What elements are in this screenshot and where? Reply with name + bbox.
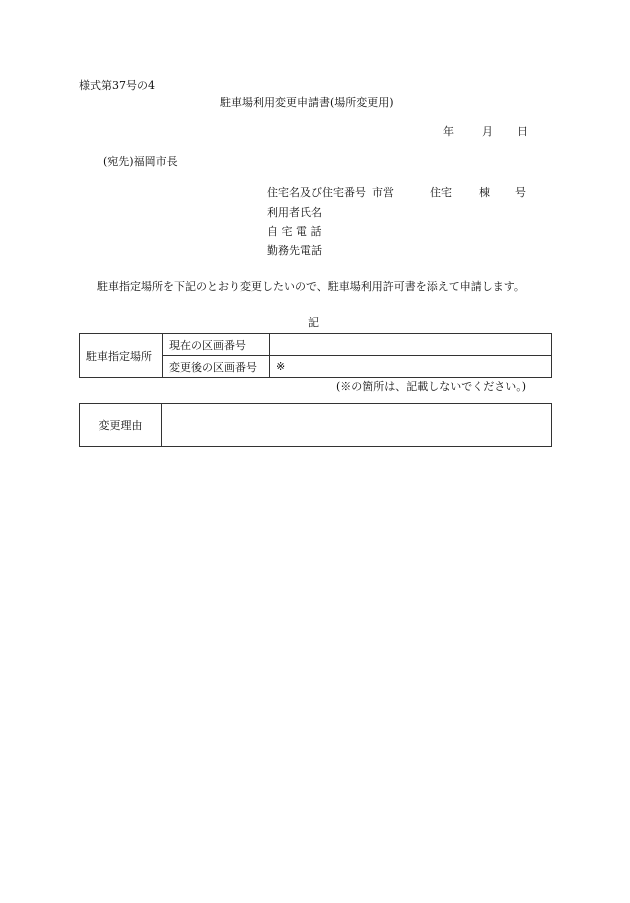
date-line — [443, 126, 528, 137]
note-text: (※の箇所は、記載しないでください。) — [336, 380, 527, 393]
address-number: 号 — [515, 186, 526, 199]
address-prefix: 市営 — [372, 186, 394, 199]
name-label: 利用者氏名 — [267, 206, 322, 219]
applicant-name-row — [267, 207, 322, 218]
current-spot-label: 現在の区画番号 — [163, 334, 270, 356]
date-day-label: 日 — [517, 125, 528, 138]
parking-spot-table — [79, 333, 552, 378]
address-label: 住宅名及び住宅番号 — [267, 186, 366, 199]
new-spot-label: 変更後の区画番号 — [163, 356, 270, 378]
address-building: 棟 — [479, 186, 490, 199]
table-row — [80, 404, 552, 447]
date-month-label: 月 — [482, 125, 493, 138]
table-row — [80, 334, 552, 356]
addressee: (宛先)福岡市長 — [103, 155, 178, 168]
date-year-label: 年 — [443, 125, 454, 138]
parking-spot-row-header: 駐車指定場所 — [80, 334, 163, 378]
applicant-address-row — [267, 187, 526, 198]
current-spot-field[interactable] — [270, 334, 552, 356]
record-heading: 記 — [308, 316, 319, 329]
document-title: 駐車場利用変更申請書(場所変更用) — [220, 96, 394, 109]
applicant-home-phone-row — [267, 226, 322, 237]
change-reason-label: 変更理由 — [80, 404, 162, 447]
applicant-work-phone-row — [267, 245, 322, 256]
body-text: 駐車指定場所を下記のとおり変更したいので、駐車場利用許可書を添えて申請します。 — [97, 280, 525, 293]
change-reason-field[interactable] — [162, 404, 552, 447]
address-housing: 住宅 — [430, 186, 452, 199]
home-phone-label: 自 宅 電 話 — [267, 225, 322, 238]
new-spot-field: ※ — [270, 356, 552, 378]
form-number: 様式第37号の4 — [79, 79, 155, 92]
change-reason-table — [79, 403, 552, 447]
work-phone-label: 勤務先電話 — [267, 244, 322, 257]
